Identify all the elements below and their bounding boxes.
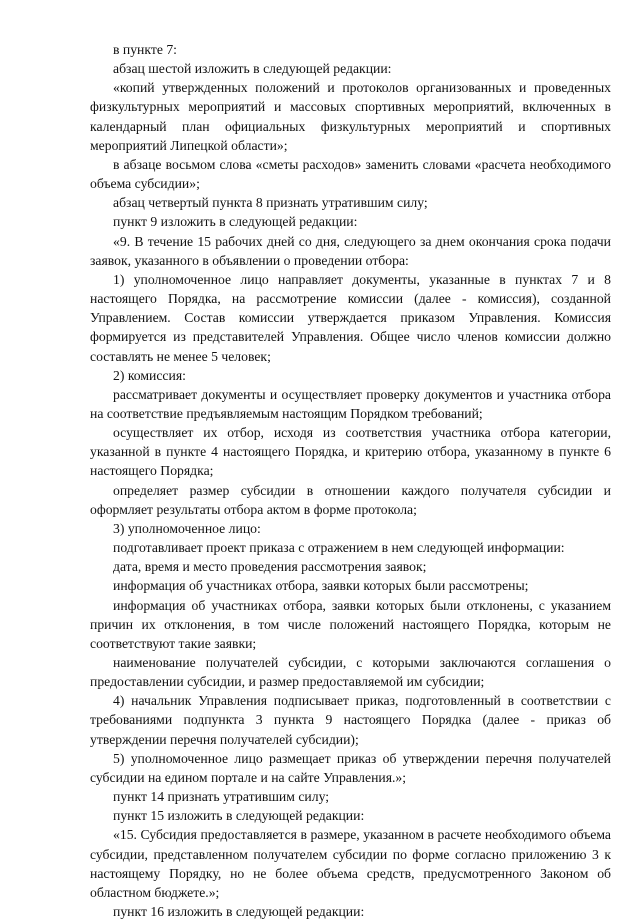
paragraph: 1) уполномоченное лицо направляет документы, указанные в пунктах 7 и 8 настоящего Порядка, на рассмотрение комиссии (далее - комиссия), созданной Управлением. Состав комиссии утверждается приказом Управления. Комиссия формируется из представителей Управления. Общее число членов комиссии должно составлять не менее 5 человек; xyxy=(90,271,611,364)
paragraph: 5) уполномоченное лицо размещает приказ об утверждении перечня получателей субсидии на едином портале и на сайте Управления.»; xyxy=(90,750,611,785)
paragraph: 2) комиссия: xyxy=(113,367,186,383)
paragraph: информация об участниках отбора, заявки которых были отклонены, с указанием причин их отклонения, в том числе положений настоящего Порядка, которым не соответствуют такие заявки; xyxy=(90,597,611,651)
paragraph: «9. В течение 15 рабочих дней со дня, следующего за днем окончания срока подачи заявок, указанного в объявлении о проведении отбора: xyxy=(90,233,611,268)
paragraph: рассматривает документы и осуществляет проверку документов и участника отбора на соответствие предъявляемым настоящим Порядком требований; xyxy=(90,386,611,421)
paragraph: наименование получателей субсидии, с которыми заключаются соглашения о предоставлении субсидии, и размер предоставляемой им субсидии; xyxy=(90,655,611,690)
paragraph: в абзаце восьмом слова «сметы расходов» заменить словами «расчета необходимого объема субсидии»; xyxy=(90,156,611,192)
paragraph: «15. Субсидия предоставляется в размере, указанном в расчете необходимого объема субсидии, представленном получателем субсидии по форме согласно приложению 3 к настоящему Порядку, но не более объема средств, предусмотренного Законом об областном бюджете.»; xyxy=(90,827,611,900)
document-body xyxy=(90,40,611,921)
paragraph: подготавливает проект приказа с отражением в нем следующей информации: xyxy=(113,540,565,556)
paragraph: 3) уполномоченное лицо: xyxy=(113,520,261,536)
paragraph: абзац шестой изложить в следующей редакции: xyxy=(113,61,392,77)
paragraph: пункт 16 изложить в следующей редакции: xyxy=(113,904,365,920)
paragraph: «копий утвержденных положений и протоколов организованных и проведенных физкультурных мероприятий и массовых спортивных мероприятий, включенных в календарный план официальных физкультурных мероприятий и спортивных мероприятий Липецкой области»; xyxy=(90,80,611,153)
paragraph: определяет размер субсидии в отношении каждого получателя субсидии и оформляет результаты отбора актом в форме протокола; xyxy=(90,482,611,517)
paragraph: пункт 9 изложить в следующей редакции: xyxy=(113,214,358,230)
paragraph: пункт 14 признать утратившим силу; xyxy=(113,789,330,805)
paragraph: 4) начальник Управления подписывает приказ, подготовленный в соответствии с требованиями подпункта 3 пункта 9 настоящего Порядка (далее - приказ об утверждении перечня получателей субсидии); xyxy=(90,693,611,747)
paragraph: абзац четвертый пункта 8 признать утратившим силу; xyxy=(113,195,428,211)
paragraph: пункт 15 изложить в следующей редакции: xyxy=(113,808,365,824)
paragraph: информация об участниках отбора, заявки которых были рассмотрены; xyxy=(113,578,529,594)
paragraph: осуществляет их отбор, исходя из соответствия участника отбора категории, указанной в пункте 4 настоящего Порядка, и критерию отбора, указанному в пункте 6 настоящего Порядка; xyxy=(90,425,611,479)
paragraph: дата, время и место проведения рассмотрения заявок; xyxy=(113,559,427,575)
paragraph: в пункте 7: xyxy=(113,42,177,57)
